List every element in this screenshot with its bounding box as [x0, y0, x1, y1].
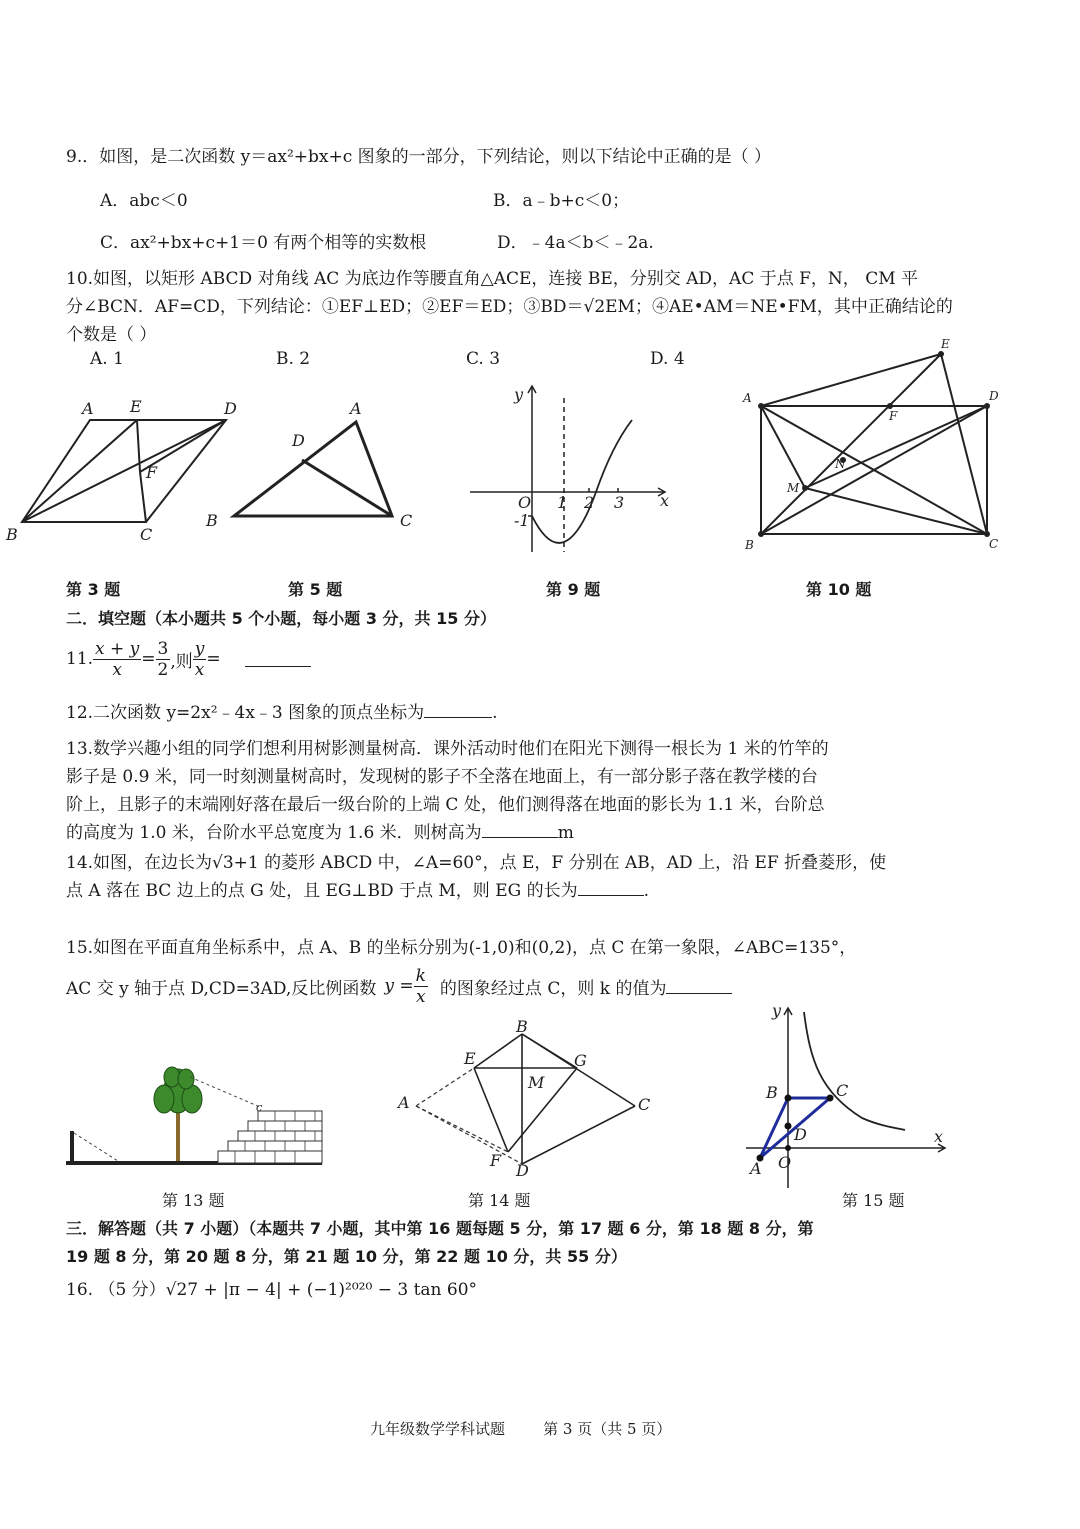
fig3-label: E	[130, 397, 142, 416]
q11-f1-denominator: x	[112, 659, 122, 680]
fig5-label: C	[400, 511, 413, 530]
fig15-label: C	[836, 1081, 849, 1100]
q11-equals: =	[141, 649, 156, 669]
q11	[66, 634, 311, 684]
q11-fraction-3	[193, 639, 207, 680]
q13-line1: 13.数学兴趣小组的同学们想利用树影测量树高．课外活动时他们在阳光下测得一根长为 1 米的竹竿的	[66, 739, 829, 759]
q15-text-a: AC 交 y 轴于点 D,CD=3AD,反比例函数	[66, 978, 377, 999]
page-footer: 九年级数学学科试题 第 3 页（共 5 页）	[370, 1420, 672, 1438]
q11-answer-blank[interactable]	[245, 652, 311, 667]
q9-option-d: D．﹣4a＜b＜﹣2a.	[497, 233, 654, 253]
fig14-label: E	[464, 1049, 476, 1068]
caption-q3: 第 3 题	[66, 580, 121, 599]
section-3-heading-line1: 三．解答题（共 7 小题）（本题共 7 小题，其中第 16 题每题 5 分，第 17 题 6 分，第 18 题 8 分，第	[66, 1219, 814, 1238]
fig10-label: N	[835, 457, 846, 471]
fig3-label: C	[140, 525, 153, 544]
q14-line2	[66, 876, 649, 901]
q11-f3-numerator: y	[194, 638, 205, 659]
q14-period: .	[643, 881, 650, 901]
fig14-label: A	[398, 1093, 410, 1112]
q10-option-b: B. 2	[276, 349, 311, 369]
q13-line4	[66, 818, 574, 843]
q11-f3-denominator: x	[194, 659, 205, 680]
figure-q13-tree-shadow	[60, 1055, 330, 1175]
fig15-label: y	[772, 1001, 782, 1020]
q13-answer-blank[interactable]	[482, 823, 558, 838]
q11-fraction-1	[93, 639, 141, 680]
fig9-label: -1	[514, 511, 530, 530]
fig9-label: 2	[584, 493, 595, 512]
q13-unit: m	[557, 823, 574, 843]
q11-f2-numerator: 3	[157, 638, 169, 659]
fig14-label: G	[574, 1051, 587, 1070]
fig14-label: B	[516, 1020, 528, 1036]
q11-number: 11.	[66, 649, 94, 669]
fig3-label: B	[6, 525, 18, 544]
q15-text-b: 的图象经过点 C，则 k 的值为	[439, 978, 667, 999]
fig10-label: D	[989, 389, 999, 403]
q13-line4-text: 的高度为 1.0 米，台阶水平总宽度为 1.6 米．则树高为	[66, 823, 482, 843]
q15-numerator: k	[415, 965, 426, 986]
fig10-label: E	[941, 337, 950, 351]
q9-stem: 9.．如图，是二次函数 y＝ax²+bx+c 图象的一部分，下列结论，则以下结论中正确的是（ ）	[66, 147, 772, 167]
fig15-label: A	[750, 1159, 762, 1178]
fig10-label: C	[989, 537, 999, 551]
fig5-label: D	[292, 431, 305, 450]
q10-line2: 分∠BCN．AF=CD，下列结论：①EF⊥ED；②EF＝ED；③BD＝√2EM；④AE•AM＝NE•FM，其中正确结论的	[66, 297, 953, 317]
q10-line1: 10.如图，以矩形 ABCD 对角线 AC 为底边作等腰直角△ACE，连接 BE，分别交 AD，AC 于点 F，N， CM 平	[66, 269, 919, 289]
q10-option-a: A. 1	[90, 349, 124, 369]
figure-q14-rhombus-fold	[390, 1020, 670, 1180]
fig10-label: M	[787, 481, 800, 495]
q11-fraction-2	[156, 639, 171, 680]
q10-option-d: D. 4	[650, 349, 685, 369]
fig13-label: c	[256, 1101, 263, 1114]
q10-option-c: C. 3	[466, 349, 501, 369]
q12-answer-blank[interactable]	[424, 703, 492, 718]
fig14-label: D	[516, 1161, 529, 1180]
caption-q15: 第 15 题	[842, 1191, 905, 1210]
q15-answer-blank[interactable]	[666, 979, 732, 994]
q16: 16. （5 分）√27 + |π − 4| + (−1)²⁰²⁰ − 3 tan 60°	[66, 1280, 478, 1300]
fig14-label: F	[490, 1151, 502, 1170]
q12-period: .	[492, 703, 498, 723]
fig14-label: C	[638, 1095, 651, 1114]
q12-text: 12.二次函数 y=2x²﹣4x﹣3 图象的顶点坐标为	[66, 703, 425, 723]
q13-line3: 阶上，且影子的末端刚好落在最后一级台阶的上端 C 处，他们测得落在地面的影长为 1.1 米，台阶总	[66, 795, 825, 815]
q15-denominator: x	[415, 986, 426, 1007]
fig9-label: 3	[614, 493, 625, 512]
fig5-label: B	[206, 511, 218, 530]
q15-y-equals: y =	[384, 976, 414, 996]
q10-line3: 个数是（ ）	[66, 325, 157, 345]
fig3-label: A	[82, 399, 94, 418]
fig15-label: O	[778, 1153, 792, 1172]
caption-q14: 第 14 题	[468, 1191, 531, 1210]
q14-line1: 14.如图，在边长为√3+1 的菱形 ABCD 中，∠A=60°，点 E，F 分别在 AB，AD 上，沿 EF 折叠菱形，使	[66, 853, 887, 873]
figure-q5-triangle	[200, 390, 430, 540]
q15-line2	[66, 960, 732, 1012]
q12	[66, 698, 498, 723]
q9-option-a: A．abc＜0	[100, 191, 188, 211]
fig9-label: y	[514, 385, 524, 404]
q11-f2-denominator: 2	[157, 659, 169, 680]
q9-option-c: C．ax²+bx+c+1＝0 有两个相等的实数根	[100, 233, 427, 253]
fig3-label: D	[224, 399, 237, 418]
q15-fraction	[414, 966, 428, 1007]
q11-equals-2: =	[206, 649, 221, 669]
caption-q9: 第 9 题	[546, 580, 601, 599]
fig10-label: B	[745, 538, 754, 552]
fig9-label: O	[518, 493, 532, 512]
q11-then: ,则	[170, 651, 193, 672]
fig9-label: x	[660, 491, 670, 510]
q13-line2: 影子是 0.9 米，同一时刻测量树高时，发现树的影子不全落在地面上，有一部分影子落在教学楼的台	[66, 767, 818, 787]
fig15-label: D	[794, 1125, 807, 1144]
figure-q15-coordinate	[740, 1000, 955, 1190]
fig9-label: 1	[557, 493, 568, 512]
q11-f1-numerator: x + y	[95, 638, 140, 659]
fig15-label: x	[934, 1127, 944, 1146]
figure-q9-parabola	[460, 380, 680, 560]
fig15-label: B	[766, 1083, 778, 1102]
q14-line2-text: 点 A 落在 BC 边上的点 G 处，且 EG⊥BD 于点 M，则 EG 的长为	[66, 881, 578, 901]
fig10-label: F	[889, 409, 898, 423]
caption-q5: 第 5 题	[288, 580, 343, 599]
q9-option-b: B．a﹣b+c＜0；	[493, 191, 630, 211]
fig3-label: F	[146, 463, 158, 482]
caption-q13: 第 13 题	[162, 1191, 225, 1210]
fig14-label: M	[528, 1073, 545, 1092]
fig10-label: A	[743, 391, 752, 405]
fig5-label: A	[350, 399, 362, 418]
caption-q10: 第 10 题	[806, 580, 872, 599]
section-3-heading-line2: 19 题 8 分，第 20 题 8 分，第 21 题 10 分，第 22 题 10 分，共 55 分）	[66, 1247, 627, 1266]
section-2-heading: 二．填空题（本小题共 5 个小题，每小题 3 分，共 15 分）	[66, 609, 496, 628]
q15-line1: 15.如图在平面直角坐标系中，点 A、B 的坐标分别为(-1,0)和(0,2)，点 C 在第一象限，∠ABC=135°，	[66, 938, 857, 958]
q14-answer-blank[interactable]	[578, 881, 644, 896]
figure-q10-rectangle	[735, 336, 1010, 556]
